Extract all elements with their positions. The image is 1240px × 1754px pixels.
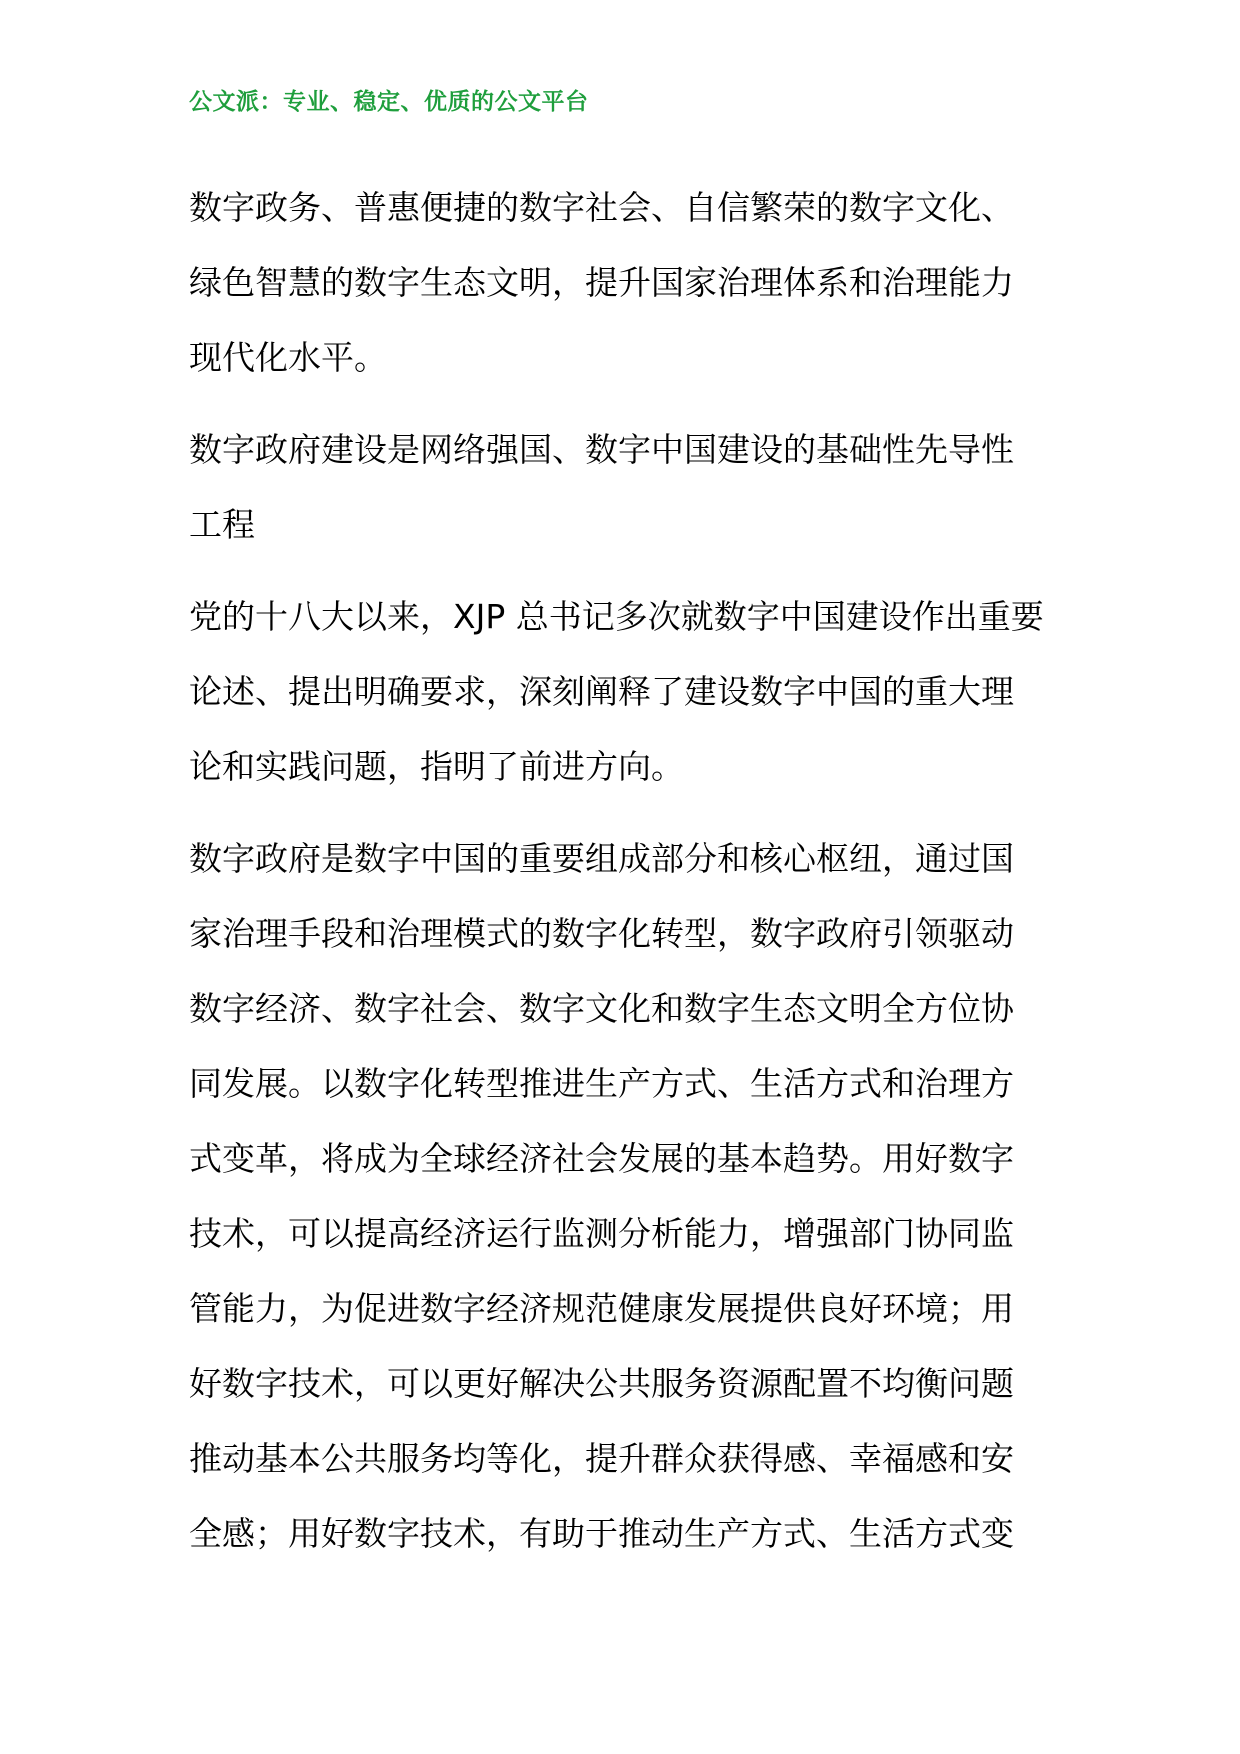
text-line: 党的十八大以来，XJP 总书记多次就数字中国建设作出重要 bbox=[189, 597, 1044, 636]
text-line: 数字政府建设是网络强国、数字中国建设的基础性先导性 bbox=[189, 430, 1014, 469]
text-line: 论述、提出明确要求，深刻阐释了建设数字中国的重大理 bbox=[189, 672, 1014, 711]
text-line: 技术，可以提高经济运行监测分析能力，增强部门协同监 bbox=[189, 1214, 1014, 1253]
header-banner: 公文派：专业、稳定、优质的公文平台 bbox=[189, 89, 589, 115]
text-line: 家治理手段和治理模式的数字化转型，数字政府引领驱动 bbox=[189, 914, 1014, 953]
text-line: 式变革，将成为全球经济社会发展的基本趋势。用好数字 bbox=[189, 1139, 1014, 1178]
text-line: 好数字技术，可以更好解决公共服务资源配置不均衡问题 bbox=[189, 1364, 1014, 1403]
text-line: 全感；用好数字技术，有助于推动生产方式、生活方式变 bbox=[189, 1514, 1014, 1553]
text-line: 绿色智慧的数字生态文明，提升国家治理体系和治理能力 bbox=[189, 263, 1014, 302]
text-line: 工程 bbox=[189, 505, 255, 544]
paragraph-4 bbox=[189, 821, 1059, 1571]
text-line: 数字政务、普惠便捷的数字社会、自信繁荣的数字文化、 bbox=[189, 188, 1014, 227]
text-line: 数字政府是数字中国的重要组成部分和核心枢纽，通过国 bbox=[189, 839, 1014, 878]
paragraph-1 bbox=[189, 170, 1059, 395]
text-line: 推动基本公共服务均等化，提升群众获得感、幸福感和安 bbox=[189, 1439, 1014, 1478]
text-line: 同发展。以数字化转型推进生产方式、生活方式和治理方 bbox=[189, 1064, 1014, 1103]
text-line: 数字经济、数字社会、数字文化和数字生态文明全方位协 bbox=[189, 989, 1014, 1028]
text-line: 现代化水平。 bbox=[189, 338, 387, 377]
paragraph-2 bbox=[189, 412, 1059, 562]
body-text bbox=[189, 170, 1059, 1588]
paragraph-3 bbox=[189, 579, 1059, 804]
text-line: 论和实践问题，指明了前进方向。 bbox=[189, 747, 684, 786]
text-line: 管能力，为促进数字经济规范健康发展提供良好环境；用 bbox=[189, 1289, 1014, 1328]
